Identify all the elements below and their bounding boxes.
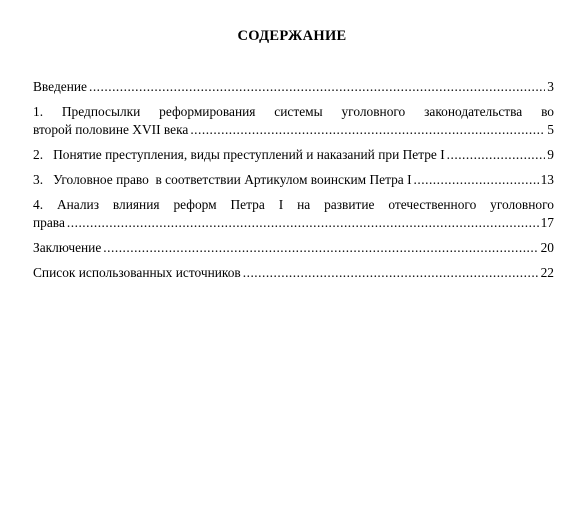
toc-word: реформ <box>173 197 217 212</box>
toc-entry-line1 <box>33 103 554 121</box>
dot-leader <box>103 239 538 257</box>
toc-word: отечественного <box>388 197 477 212</box>
toc-word: во <box>541 104 554 119</box>
toc-entry-conclusion[interactable] <box>33 239 554 257</box>
toc-word: Петра <box>230 197 265 212</box>
toc-title: СОДЕРЖАНИЕ <box>237 28 347 44</box>
toc-word: Предпосылки <box>61 104 141 119</box>
toc-entry-line1 <box>33 196 554 214</box>
toc-word: Анализ <box>56 197 99 212</box>
toc-word: 1. <box>33 104 44 119</box>
toc-entry-2[interactable] <box>33 146 554 164</box>
toc-word: I <box>278 197 284 212</box>
dot-leader <box>447 146 546 164</box>
toc-word: реформирования <box>159 104 256 119</box>
dot-leader <box>190 121 545 139</box>
table-of-contents <box>33 78 554 282</box>
toc-entry-label: 2. Понятие преступления, виды преступлений и наказаний при Петре I <box>33 147 445 162</box>
dot-leader <box>414 171 539 189</box>
toc-word: законодательства <box>424 104 523 119</box>
dot-leader <box>89 78 545 96</box>
toc-word: 4. <box>33 197 44 212</box>
toc-page-number: 20 <box>540 240 554 255</box>
toc-page-number: 3 <box>547 79 554 94</box>
toc-entry-label: права <box>33 215 65 230</box>
toc-page-number: 9 <box>547 147 554 162</box>
toc-word: уголовного <box>490 197 554 212</box>
toc-entry-label: Заключение <box>33 240 102 255</box>
toc-word: влияния <box>112 197 160 212</box>
toc-page-number: 22 <box>540 265 554 280</box>
toc-word: уголовного <box>341 104 406 119</box>
toc-word: системы <box>274 104 323 119</box>
toc-entry-sources[interactable] <box>33 264 554 282</box>
toc-word: на <box>297 197 311 212</box>
toc-entry-1[interactable] <box>33 103 554 139</box>
toc-entry-4[interactable] <box>33 196 554 232</box>
toc-page-number: 13 <box>540 172 554 187</box>
toc-word: развитие <box>324 197 375 212</box>
dot-leader <box>67 214 539 232</box>
toc-page-number: 17 <box>540 215 554 230</box>
toc-entry-label: второй половине XVII века <box>33 122 189 137</box>
toc-entry-intro[interactable] <box>33 78 554 96</box>
toc-entry-label: Список использованных источников <box>33 265 241 280</box>
toc-page-number: 5 <box>547 122 554 137</box>
dot-leader <box>243 264 539 282</box>
toc-entry-label: Введение <box>33 79 87 94</box>
toc-entry-label: 3. Уголовное право в соответствии Артикулом воинским Петра I <box>33 172 412 187</box>
toc-entry-3[interactable] <box>33 171 554 189</box>
